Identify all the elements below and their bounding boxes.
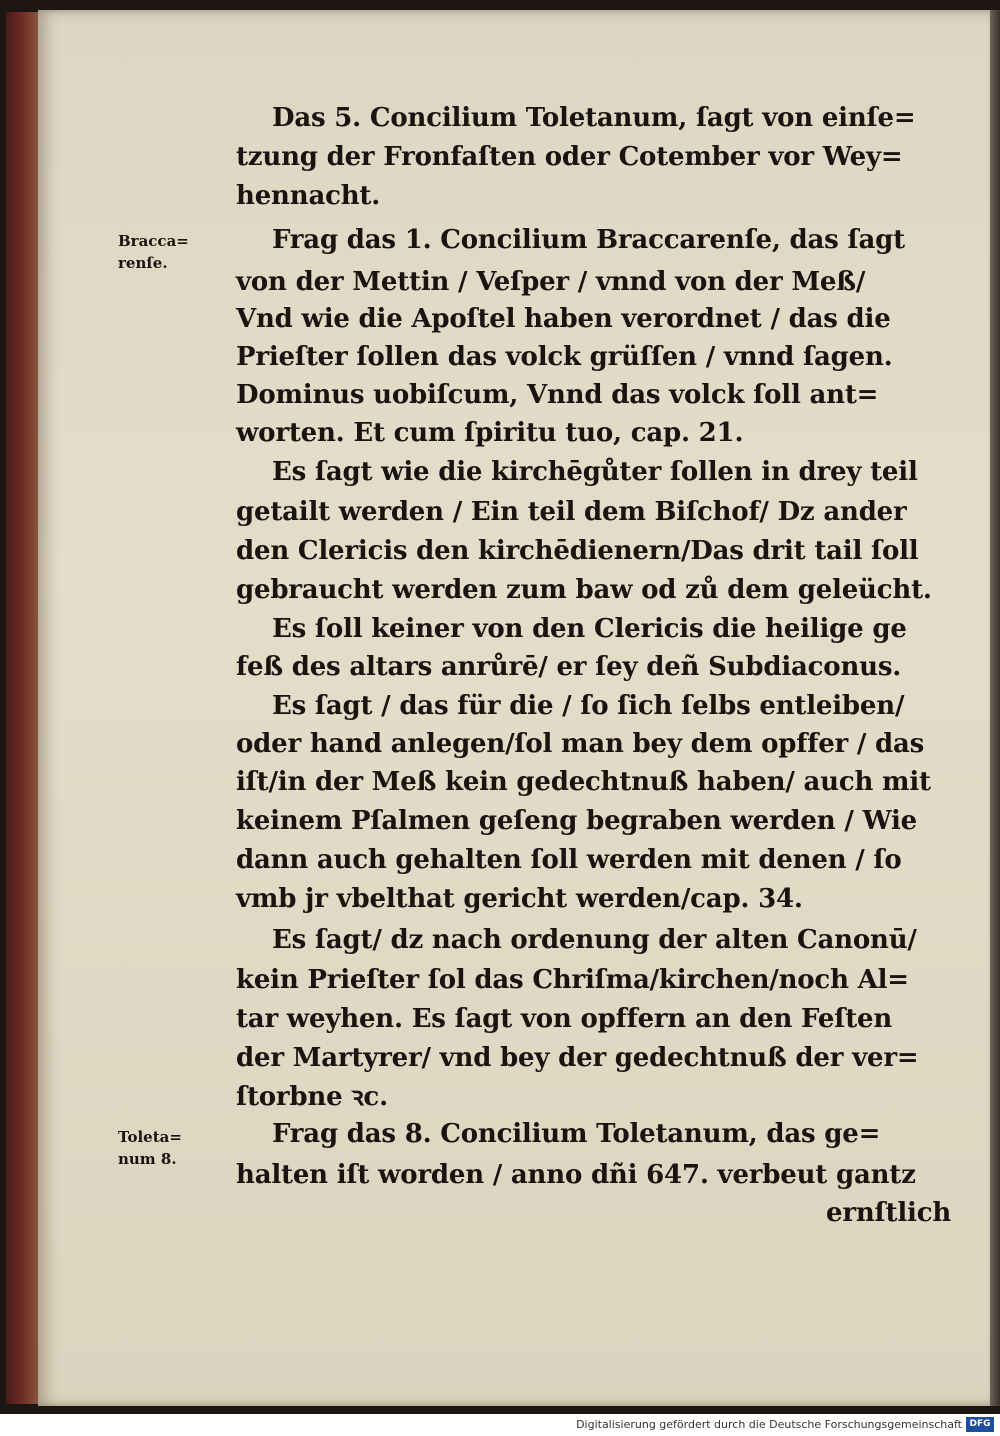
text-line: keinem Pſalmen geſeng begraben werden / Wie <box>236 806 918 836</box>
text-line: den Clericis den kirchēdienern/Das drit tail ſoll <box>236 536 919 566</box>
marginal-note-toletanum <box>118 1126 218 1170</box>
text-line: Dominus uobiſcum, Vnnd das volck ſoll ant= <box>236 380 879 410</box>
text-line: der Martyrer/ vnd bey der gedechtnuß der ver= <box>236 1043 919 1073</box>
text-line: von der Mettin / Veſper / vnnd von der Meß/ <box>236 267 866 297</box>
marginal-note-line: renſe. <box>118 254 168 272</box>
text-line: Es ſagt / das für die / ſo ſich ſelbs entleiben/ <box>272 691 905 721</box>
footer-bar <box>0 1414 1000 1436</box>
text-line: Es ſoll keiner von den Clericis die heilige ge <box>272 614 907 644</box>
catchword: ernſtlich <box>826 1198 952 1228</box>
page-right-edge <box>990 10 1000 1406</box>
marginal-note-line: Bracca= <box>118 232 189 250</box>
text-line: tar weyhen. Es ſagt von opffern an den Feſten <box>236 1004 893 1034</box>
footer-credit: Digitalisierung gefördert durch die Deutsche Forschungsgemeinschaft <box>576 1418 962 1431</box>
marginal-note-line: Toleta= <box>118 1128 182 1146</box>
text-line: halten iſt worden / anno dñi 647. verbeut gantz <box>236 1160 916 1190</box>
text-line: hennacht. <box>236 181 381 211</box>
text-line: worten. Et cum ſpiritu tuo, cap. 21. <box>236 418 744 448</box>
text-line: dann auch gehalten ſoll werden mit denen / ſo <box>236 845 902 875</box>
text-line: Frag das 8. Concilium Toletanum, das ge= <box>272 1119 881 1149</box>
text-line: oder hand anlegen/ſol man bey dem opffer / das <box>236 729 925 759</box>
text-line: Es ſagt wie die kirchēgůter ſollen in drey teil <box>272 457 918 487</box>
text-line: Das 5. Concilium Toletanum, ſagt von einſe= <box>272 103 916 133</box>
text-line: Es ſagt/ dz nach ordenung der alten Canonū/ <box>272 925 917 955</box>
text-line: vmb jr vbelthat gericht werden/cap. 34. <box>236 884 803 914</box>
text-line: Vnd wie die Apoſtel haben verordnet / das die <box>236 304 891 334</box>
text-line: tzung der Fronfaſten oder Cotember vor Wey= <box>236 142 903 172</box>
text-line: feß des altars anrůrē/ er ſey deñ Subdiaconus. <box>236 652 902 682</box>
text-line: kein Prieſter ſol das Chriſma/kirchen/noch Al= <box>236 965 909 995</box>
marginal-note-line: num 8. <box>118 1150 177 1168</box>
book-binding-edge <box>6 12 40 1404</box>
text-line: ſtorbne ꝛc. <box>236 1082 388 1112</box>
text-line: gebraucht werden zum baw od zů dem geleücht. <box>236 575 932 605</box>
text-line: iſt/in der Meß kein gedechtnuß haben/ auch mit <box>236 767 931 797</box>
text-line: Prieſter ſollen das volck grüſſen / vnnd ſagen. <box>236 342 893 372</box>
dfg-logo-icon: DFG <box>966 1417 994 1432</box>
text-line: getailt werden / Ein teil dem Biſchof/ Dz ander <box>236 497 907 527</box>
text-line: Frag das 1. Concilium Braccarenſe, das ſagt <box>272 225 905 255</box>
marginal-note-braccarense <box>118 230 218 274</box>
